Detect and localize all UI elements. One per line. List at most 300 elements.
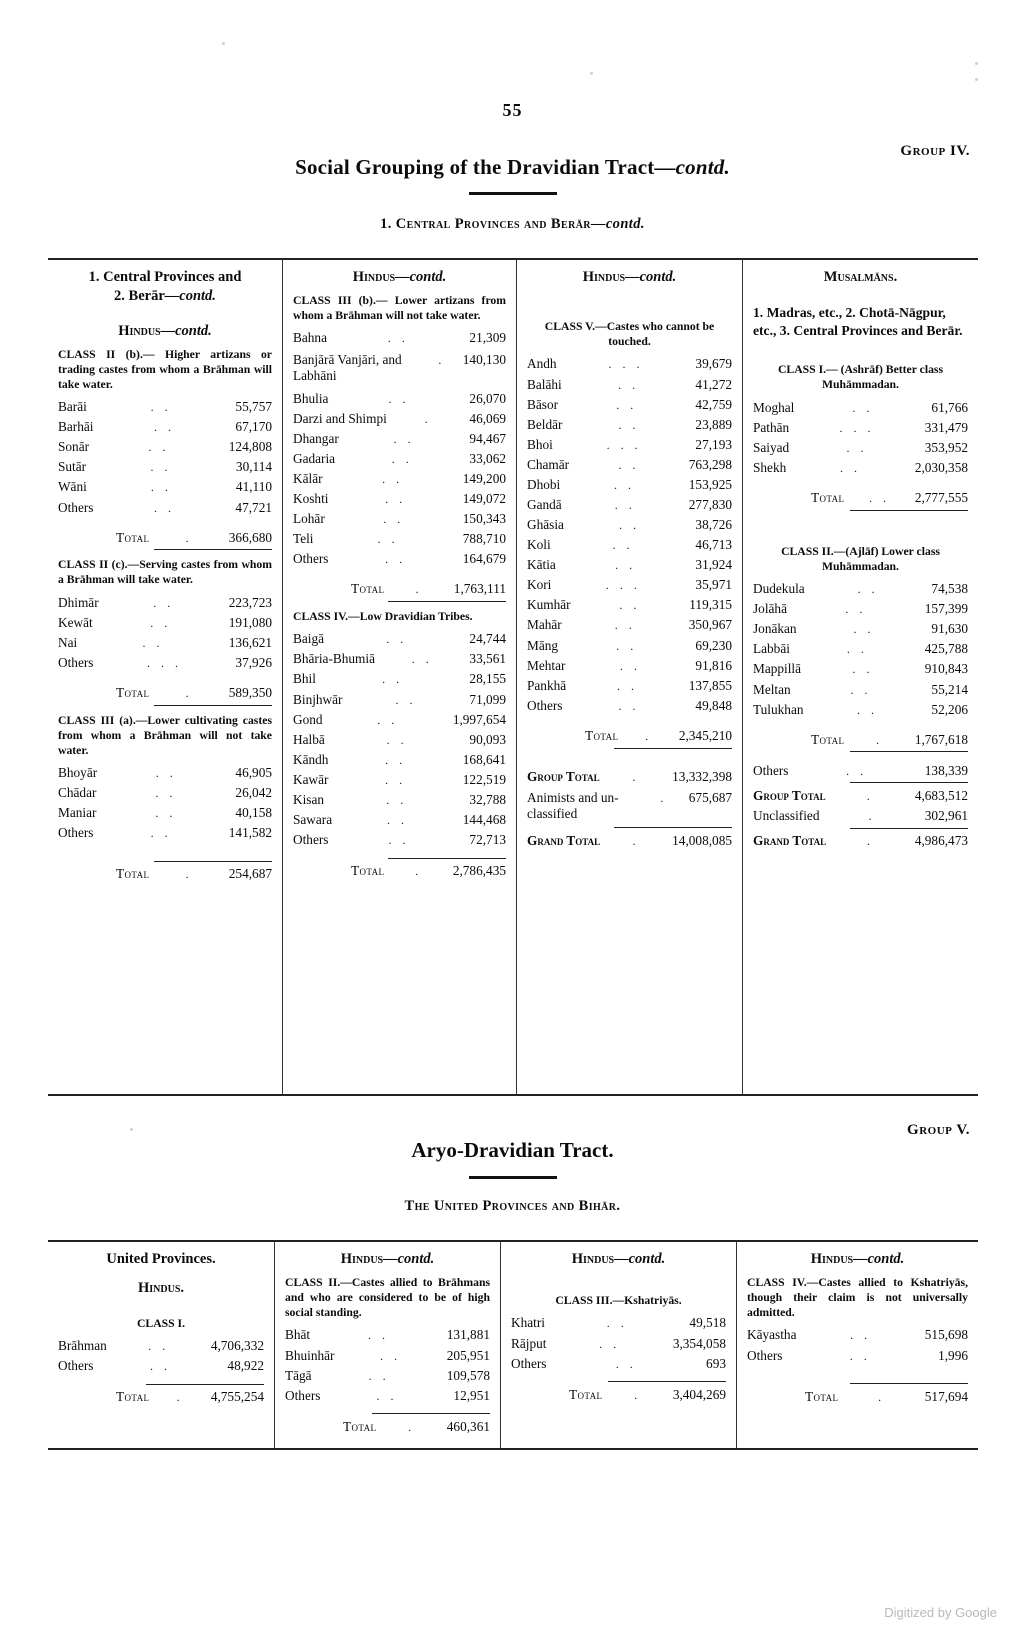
grand-total-row-hindus [527, 830, 732, 850]
table-row [527, 615, 732, 635]
column-1-subheading [58, 322, 272, 340]
table-row [58, 1336, 264, 1356]
leader-dots: . . [385, 492, 407, 505]
total-row-up-iv [747, 1386, 968, 1406]
table-row [58, 497, 272, 517]
pre-grand-total-rule [850, 828, 968, 829]
leader-dots: . . [387, 332, 409, 345]
table-row [293, 689, 506, 709]
pre-total-rule [850, 1383, 968, 1384]
row-label: Tāgā [285, 1367, 312, 1383]
table2-column-3-heading-suffix: —contd. [614, 1251, 666, 1267]
row-label: Khatri [511, 1315, 545, 1331]
total-row-ii-c [58, 683, 272, 703]
group-total-row-hindus [527, 767, 732, 787]
row-value: 763,298 [688, 456, 732, 472]
row-value: 137,855 [688, 677, 732, 693]
group-total-label: Group Total [753, 787, 826, 803]
leader-dots: . . [149, 1360, 171, 1373]
row-value: 122,519 [462, 771, 506, 787]
digitization-credit: Digitized by Google [884, 1605, 997, 1620]
rows-class-iii-b [293, 328, 506, 569]
class-heading-v: CLASS V.—Castes who cannot be touched. [544, 320, 715, 349]
row-value: 42,759 [695, 396, 732, 412]
leader-dots: . . [615, 1357, 637, 1370]
leader-dots: . . [150, 616, 172, 629]
group-total-row-musalman [753, 785, 968, 805]
table-row [527, 675, 732, 695]
total-row-musalman-ii [753, 729, 968, 749]
leader-dots: . . . [605, 579, 641, 592]
leader-dots: . [660, 792, 668, 805]
total-value: 2,786,435 [452, 863, 506, 879]
row-value: 149,072 [462, 490, 506, 506]
leader-dots: . . [618, 699, 640, 712]
row-value: 27,193 [695, 436, 732, 452]
table-row [511, 1333, 726, 1353]
table2-column-1-heading: United Provinces. [106, 1251, 216, 1267]
page-number: 55 [502, 100, 523, 120]
row-value: 37,926 [235, 654, 272, 670]
row-label: Animists and un-classified [527, 790, 619, 821]
leader-dots: . . [616, 679, 638, 692]
table2-column-4 [736, 1242, 978, 1448]
table2-column-4-heading-suffix: —contd. [853, 1251, 905, 1267]
class-heading-ii-c: CLASS II (c).—Serving castes from whom a Brāhman will take water. [58, 558, 272, 587]
table-row [293, 810, 506, 830]
rows-musalman-i [753, 397, 968, 477]
total-row-iii-a [58, 864, 272, 884]
leader-dots: . . [155, 786, 177, 799]
page-title-suffix: —contd. [654, 155, 730, 179]
table-row [58, 417, 272, 437]
row-value: 33,062 [469, 450, 506, 466]
table-row [293, 388, 506, 408]
row-value: 153,925 [688, 476, 732, 492]
leader-dots: . . [869, 492, 891, 505]
column-1-subheading-suffix: —contd. [160, 322, 212, 339]
table-row [58, 397, 272, 417]
table2-column-4-heading [747, 1250, 968, 1268]
class-heading-musalman-i: CLASS I.— (Ashrāf) Better class Muhāmmadan. [777, 363, 944, 392]
row-label: Bahna [293, 330, 327, 346]
leader-dots: . . [614, 478, 636, 491]
leader-dots: . . [150, 481, 172, 494]
table2-column-1-subheading: Hindus. [137, 1279, 185, 1296]
row-value: 331,479 [924, 419, 968, 435]
table-row [58, 1356, 264, 1376]
class-heading-ii-b: CLASS II (b).— Higher artizans or trading castes from whom a Brāhman will take water. [58, 347, 272, 391]
table-row [527, 394, 732, 414]
row-label: Unclassified [753, 807, 820, 823]
row-value: 24,744 [469, 631, 506, 647]
group-total-value: 4,683,512 [914, 787, 968, 803]
row-value: 41,272 [695, 376, 732, 392]
row-label: Darzi and Shimpi [293, 410, 387, 426]
row-label: Others [58, 654, 94, 670]
class-heading-iii-b: CLASS III (b).— Lower artizans from whom a Brāhman will not take water. [293, 294, 506, 323]
column-3-heading-suffix: —contd. [625, 269, 677, 285]
leader-dots: . . [599, 1337, 621, 1350]
row-value: 94,467 [469, 430, 506, 446]
row-label: Others [753, 762, 789, 778]
table-row [293, 790, 506, 810]
row-value: 191,080 [228, 614, 272, 630]
row-value: 1,997,654 [452, 711, 506, 727]
table2-column-2-heading-suffix: —contd. [383, 1251, 435, 1267]
total-underline [154, 705, 272, 706]
leader-dots: . . [153, 421, 175, 434]
table-group-iv [48, 258, 978, 1096]
row-value: 119,315 [689, 597, 732, 613]
column-3-heading [527, 268, 732, 286]
row-value: 140,130 [462, 351, 506, 367]
row-value: 69,230 [695, 637, 732, 653]
total-value: 4,755,254 [210, 1389, 264, 1405]
leader-dots: . . [385, 773, 407, 786]
total-label: Total [805, 1388, 839, 1404]
column-1-heading [58, 268, 272, 306]
row-value: 141,582 [228, 825, 272, 841]
total-value: 3,404,269 [672, 1386, 726, 1402]
table-row [58, 612, 272, 632]
leader-dots: . . [395, 693, 417, 706]
table-column-2 [282, 260, 516, 1094]
column-1-heading-line1: 1. Central Provinces and [88, 269, 242, 285]
leader-dots: . . [846, 643, 868, 656]
table-row [58, 763, 272, 783]
leader-dots: . . [616, 639, 638, 652]
rows-class-v [527, 354, 732, 715]
leader-dots: . [878, 1390, 886, 1403]
row-label: Others [747, 1347, 783, 1363]
row-label: Kewāt [58, 614, 93, 630]
total-row-iii-b [293, 579, 506, 599]
table-row [58, 457, 272, 477]
row-label: Kāndh [293, 751, 329, 767]
leader-dots: . . [386, 633, 408, 646]
row-label: Others [527, 697, 563, 713]
others-row-musalman [753, 760, 968, 780]
row-value: 910,843 [924, 661, 968, 677]
table-row [293, 408, 506, 428]
pre-total-rule [372, 1413, 490, 1414]
table-row [753, 397, 968, 417]
row-label: Lohār [293, 511, 325, 526]
row-label: Others [58, 1358, 94, 1374]
scan-speck [222, 42, 225, 45]
table2-column-3 [500, 1242, 736, 1448]
table2-column-2-heading-text: Hindus [340, 1251, 384, 1267]
row-value: 38,726 [695, 517, 732, 533]
row-label: Kisan [293, 791, 325, 807]
total-label: Total [116, 866, 150, 882]
rows-up-class-i [58, 1336, 264, 1376]
section-subtitle-suffix: —contd. [590, 216, 645, 232]
table-row [58, 592, 272, 612]
row-value: 144,468 [462, 811, 506, 827]
grand-total-row-musalman [753, 831, 968, 851]
table-row [293, 549, 506, 569]
leader-dots: . . [142, 636, 164, 649]
leader-dots: . [176, 1391, 184, 1404]
leader-dots: . . [391, 452, 413, 465]
leader-dots: . . [618, 418, 640, 431]
leader-dots: . . [380, 1349, 402, 1362]
row-label: Kātia [527, 557, 556, 573]
row-value: 90,093 [469, 731, 506, 747]
total-value: 366,680 [228, 529, 272, 545]
row-value: 109,578 [446, 1367, 490, 1383]
leader-dots: . . [618, 378, 640, 391]
column-2-heading [293, 268, 506, 286]
row-label: Bāsor [527, 396, 559, 412]
rows-class-ii-c [58, 592, 272, 672]
leader-dots: . [632, 834, 640, 847]
pre-total-rule [154, 861, 272, 862]
leader-dots: . . [376, 1389, 398, 1402]
pre-total-rule [146, 1384, 264, 1385]
row-label: Chādar [58, 784, 97, 800]
table-row [293, 448, 506, 468]
leader-dots: . . [148, 1340, 170, 1353]
row-label: Balāhi [527, 376, 562, 392]
leader-dots: . . [411, 653, 433, 666]
class-heading-iv: CLASS IV.—Low Dravidian Tribes. [293, 609, 473, 623]
rows-class-ii-b [58, 397, 272, 517]
class-heading-up-iii: CLASS III.—Kshatriyās. [555, 1294, 682, 1308]
table-row [293, 468, 506, 488]
leader-dots: . . [840, 462, 862, 475]
leader-dots: . . [368, 1369, 390, 1382]
table-row [58, 803, 272, 823]
row-value: 41,110 [235, 479, 272, 495]
leader-dots: . . [850, 1329, 872, 1342]
table-row [285, 1365, 490, 1385]
row-label: Saiyad [753, 439, 790, 455]
row-label: Chamār [527, 456, 570, 472]
row-label: Sawara [293, 811, 333, 827]
table-row [753, 679, 968, 699]
leader-dots: . . [849, 1349, 871, 1362]
leader-dots: . . [386, 793, 408, 806]
group-total-label: Group Total [527, 768, 600, 784]
table-row [527, 454, 732, 474]
leader-dots: . . [148, 441, 170, 454]
total-label: Total [585, 727, 619, 743]
leader-dots: . [415, 865, 423, 878]
total-label: Total [116, 1389, 150, 1405]
total-label: Total [811, 490, 845, 506]
row-value: 302,961 [924, 807, 968, 823]
table-column-3 [516, 260, 742, 1094]
row-label: Bhāria-Bhumiā [293, 651, 375, 667]
group-label-iv: Group IV. [900, 143, 970, 159]
group-total-value: 13,332,398 [672, 768, 732, 784]
leader-dots: . . [382, 673, 404, 686]
table-row [527, 495, 732, 515]
leader-dots: . . [619, 519, 641, 532]
unclassified-row [753, 806, 968, 826]
leader-dots: . . [846, 441, 868, 454]
rows-up-class-iii [511, 1313, 726, 1373]
row-label: Others [285, 1387, 321, 1403]
rows-class-iv [293, 629, 506, 850]
table-row [293, 769, 506, 789]
table-row [285, 1345, 490, 1365]
row-label: Others [58, 499, 94, 515]
table-row [527, 695, 732, 715]
column-3-heading-text: Hindus [582, 269, 626, 285]
leader-dots: . [185, 686, 193, 699]
leader-dots: . . [612, 539, 634, 552]
row-value: 2,030,358 [914, 460, 968, 476]
leader-dots: . . [606, 1317, 628, 1330]
row-label: Bhoyār [58, 764, 98, 780]
row-label: Koshti [293, 490, 329, 506]
row-value: 164,679 [462, 551, 506, 567]
row-value: 150,343 [462, 511, 506, 526]
leader-dots: . [645, 729, 653, 742]
table-row [293, 649, 506, 669]
table-row [747, 1325, 968, 1345]
row-value: 1,996 [938, 1347, 968, 1363]
leader-dots: . . [857, 583, 879, 596]
row-label: Meltan [753, 681, 791, 697]
row-label: Dhimār [58, 594, 99, 610]
table2-column-2-heading [285, 1250, 490, 1268]
row-value: 515,698 [924, 1327, 968, 1343]
table-row [293, 348, 506, 388]
leader-dots: . . . [839, 421, 875, 434]
total-underline [850, 510, 968, 511]
table-row [753, 659, 968, 679]
row-label: Others [58, 825, 94, 841]
row-value: 55,214 [931, 681, 968, 697]
table-row [293, 328, 506, 348]
leader-dots: . . [153, 596, 175, 609]
row-label: Kālār [293, 470, 323, 486]
rows-musalman-ii [753, 579, 968, 720]
table-row [753, 579, 968, 599]
total-row-ii-b [58, 527, 272, 547]
row-label: Beldār [527, 416, 563, 432]
table-row [527, 535, 732, 555]
table-row [753, 639, 968, 659]
total-value: 1,767,618 [914, 731, 968, 747]
table2-column-1 [48, 1242, 274, 1448]
row-value: 26,042 [235, 784, 272, 800]
leader-dots: . . [393, 432, 415, 445]
total-label: Total [343, 1418, 377, 1434]
leader-dots: . . [367, 1329, 389, 1342]
leader-dots: . . [388, 834, 410, 847]
leader-dots: . . [850, 683, 872, 696]
table-column-4 [742, 260, 978, 1094]
group-label-v: Group V. [907, 1122, 970, 1138]
scan-speck [975, 62, 978, 65]
table-row [293, 669, 506, 689]
rows-class-iii-a [58, 763, 272, 843]
total-value: 1,763,111 [453, 581, 506, 597]
row-label: Bhoi [527, 436, 553, 452]
row-value: 26,070 [469, 390, 506, 406]
table-row [527, 354, 732, 374]
class-heading-up-iv: CLASS IV.—Castes allied to Kshatriyās, though their claim is not universally admitted. [747, 1276, 968, 1320]
table-row [753, 417, 968, 437]
row-value: 91,630 [931, 621, 968, 637]
leader-dots: . . [852, 401, 874, 414]
row-value: 49,848 [695, 697, 732, 713]
leader-dots: . [868, 809, 876, 822]
total-underline [850, 751, 968, 752]
row-label: Maniar [58, 805, 97, 821]
row-label: Gond [293, 711, 323, 727]
leader-dots: . . [155, 807, 177, 820]
row-label: Binjhwār [293, 691, 343, 707]
row-value: 71,099 [469, 691, 506, 707]
row-value: 205,951 [446, 1347, 490, 1363]
leader-dots: . . [614, 619, 636, 632]
row-label: Gandā [527, 497, 562, 512]
leader-dots: . . [619, 599, 641, 612]
grand-total-label: Grand Total [753, 832, 827, 848]
table-row [527, 575, 732, 595]
row-label: Kumhār [527, 597, 571, 613]
row-label: Pankhā [527, 677, 567, 693]
row-value: 48,922 [227, 1358, 264, 1374]
row-value: 223,723 [228, 594, 272, 610]
row-value: 23,889 [695, 416, 732, 432]
total-label: Total [116, 529, 150, 545]
total-label: Total [351, 863, 385, 879]
row-label: Others [511, 1355, 547, 1371]
leader-dots: . [424, 412, 432, 425]
leader-dots: . . [388, 392, 410, 405]
column-2-heading-suffix: —contd. [395, 269, 447, 285]
title-rule [469, 192, 557, 195]
table-row [58, 652, 272, 672]
row-label: Dhobi [527, 476, 561, 492]
row-value: 3,354,058 [672, 1335, 726, 1351]
row-value: 46,713 [695, 537, 732, 553]
row-label: Pathān [753, 419, 790, 435]
row-label: Others [293, 551, 329, 567]
leader-dots: . . [383, 513, 405, 525]
table-row [293, 830, 506, 850]
aryo-section-title: Aryo-Dravidian Tract. [411, 1138, 614, 1162]
row-label: Mehtar [527, 657, 566, 673]
row-value: 72,713 [469, 832, 506, 848]
table-row [511, 1313, 726, 1333]
leader-dots: . [185, 868, 193, 881]
total-label: Total [116, 684, 150, 700]
row-value: 675,687 [688, 790, 732, 806]
grand-total-value: 4,986,473 [914, 832, 968, 848]
row-value: 46,069 [469, 410, 506, 426]
row-value: 74,538 [931, 581, 968, 597]
row-label: Kori [527, 577, 552, 593]
animists-row [527, 787, 732, 826]
row-label: Rājput [511, 1335, 547, 1351]
pre-total-rule [608, 1381, 726, 1382]
total-value: 254,687 [228, 866, 272, 882]
total-row-musalman-i [753, 488, 968, 508]
row-label: Kawār [293, 771, 329, 787]
column-4-subheading: 1. Madras, etc., 2. Chotā-Nāgpur, etc., 3. Central Provinces and Berār. [753, 305, 963, 338]
row-label: Bhuinhār [285, 1347, 335, 1363]
leader-dots: . . [616, 398, 638, 411]
